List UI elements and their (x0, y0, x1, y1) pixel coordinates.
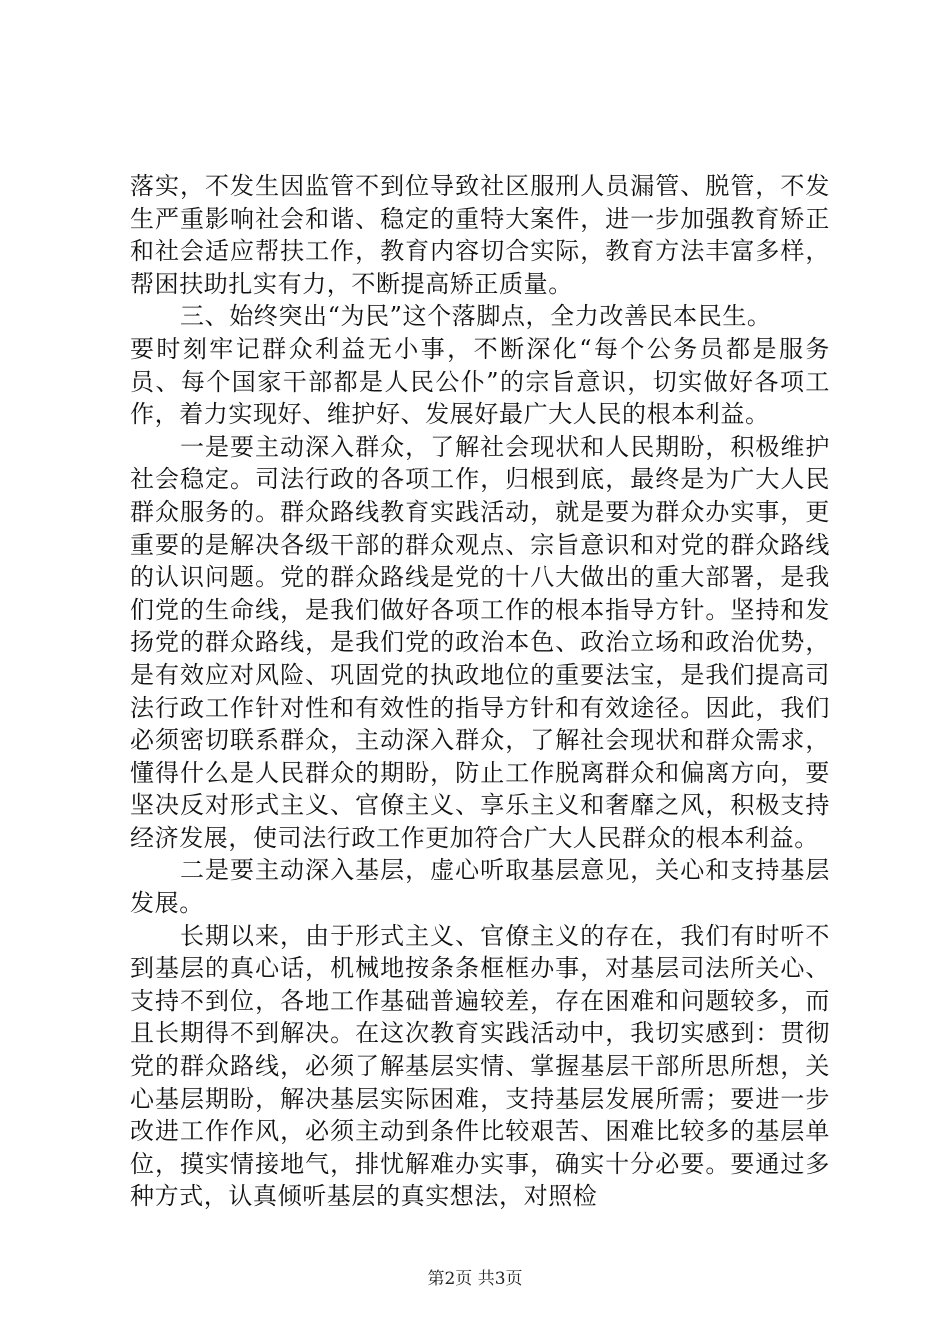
section-heading-three: 三、始终突出“为民”这个落脚点，全力改善民本民生。 (180, 302, 772, 331)
document-body (130, 170, 830, 1213)
paragraph-continuation: 落实，不发生因监管不到位导致社区服刑人员漏管、脱管，不发生严重影响社会和谐、稳定的重特大案件，进一步加强教育矫正和社会适应帮扶工作，教育内容切合实际，教育方法丰富多样，帮困扶助扎实有力，不断提高矫正质量。 (130, 172, 830, 298)
paragraph-point-two-body: 长期以来，由于形式主义、官僚主义的存在，我们有时听不到基层的真心话，机械地按条条框框办事，对基层司法所关心、支持不到位，各地工作基础普遍较差，存在困难和问题较多，而且长期得不到解决。在这次教育实践活动中，我切实感到：贯彻党的群众路线，必须了解基层实情、掌握基层干部所思所想，关心基层期盼，解决基层实际困难，支持基层发展所需；要进一步改进工作作风，必须主动到条件比较艰苦、困难比较多的基层单位，摸实情接地气，排忧解难办实事，确实十分必要。要通过多种方式，认真倾听基层的真实想法，对照检 (130, 921, 830, 1211)
page-number: 第2页 共3页 (427, 1269, 523, 1289)
paragraph-point-one: 一是要主动深入群众，了解社会现状和人民期盼，积极维护社会稳定。司法行政的各项工作，归根到底，最终是为广大人民群众服务的。群众路线教育实践活动，就是要为群众办实事，更重要的是解决各级干部的群众观点、宗旨意识和对党的群众路线的认识问题。党的群众路线是党的十八大做出的重大部署，是我们党的生命线，是我们做好各项工作的根本指导方针。坚持和发扬党的群众路线，是我们党的政治本色、政治立场和政治优势，是有效应对风险、巩固党的执政地位的重要法宝，是我们提高司法行政工作针对性和有效性的指导方针和有效途径。因此，我们必须密切联系群众，主动深入群众，了解社会现状和群众需求，懂得什么是人民群众的期盼，防止工作脱离群众和偏离方向，要坚决反对形式主义、官僚主义、享乐主义和奢靡之风，积极支持经济发展，使司法行政工作更加符合广大人民群众的根本利益。 (130, 432, 830, 852)
paragraph-section-three-intro: 要时刻牢记群众利益无小事，不断深化“每个公务员都是服务员、每个国家干部都是人民公仆”的宗旨意识，切实做好各项工作，着力实现好、维护好、发展好最广大人民的根本利益。 (130, 334, 830, 429)
page-footer (0, 1268, 950, 1290)
paragraph-point-two: 二是要主动深入基层，虚心听取基层意见，关心和支持基层发展。 (130, 856, 830, 918)
